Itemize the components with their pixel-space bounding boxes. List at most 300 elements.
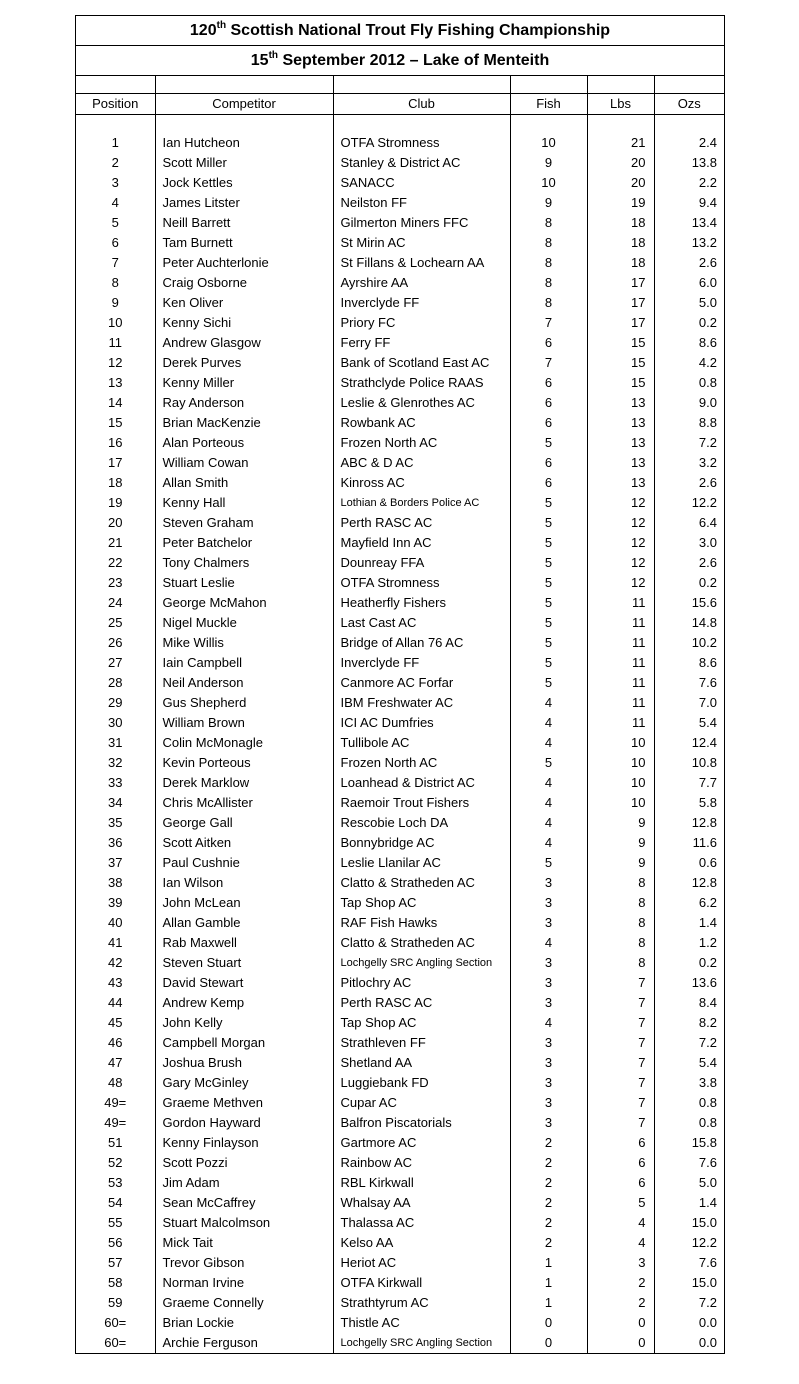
fish-cell: 4 — [510, 773, 587, 793]
competitor-cell: Nigel Muckle — [155, 613, 333, 633]
fish-cell: 8 — [510, 233, 587, 253]
ozs-cell: 6.2 — [654, 893, 724, 913]
ozs-cell: 13.2 — [654, 233, 724, 253]
competitor-cell: George Gall — [155, 813, 333, 833]
fish-cell: 5 — [510, 593, 587, 613]
fish-cell: 0 — [510, 1313, 587, 1333]
fish-cell: 5 — [510, 853, 587, 873]
table-row — [76, 653, 724, 673]
club-cell: Clatto & Stratheden AC — [333, 933, 510, 953]
club-cell: ABC & D AC — [333, 453, 510, 473]
club-cell: Frozen North AC — [333, 753, 510, 773]
fish-cell: 7 — [510, 353, 587, 373]
ozs-cell: 7.6 — [654, 1253, 724, 1273]
ozs-cell: 0.2 — [654, 953, 724, 973]
lbs-cell: 15 — [587, 353, 654, 373]
fish-cell: 5 — [510, 573, 587, 593]
ozs-cell: 2.2 — [654, 173, 724, 193]
club-cell: Kinross AC — [333, 473, 510, 493]
title-line-1 — [76, 16, 724, 46]
fish-cell: 6 — [510, 393, 587, 413]
fish-cell: 6 — [510, 453, 587, 473]
competitor-cell: Rab Maxwell — [155, 933, 333, 953]
table-row — [76, 1153, 724, 1173]
club-cell: Leslie & Glenrothes AC — [333, 393, 510, 413]
ozs-cell: 15.0 — [654, 1213, 724, 1233]
competitor-cell: Norman Irvine — [155, 1273, 333, 1293]
club-cell: Inverclyde FF — [333, 653, 510, 673]
table-row — [76, 793, 724, 813]
club-cell: Loanhead & District AC — [333, 773, 510, 793]
table-row — [76, 1253, 724, 1273]
club-cell: RBL Kirkwall — [333, 1173, 510, 1193]
header-lbs: Lbs — [587, 94, 654, 115]
results-table — [76, 76, 724, 1353]
position-cell: 36 — [76, 833, 155, 853]
position-cell: 60= — [76, 1313, 155, 1333]
club-cell: Gilmerton Miners FFC — [333, 213, 510, 233]
position-cell: 38 — [76, 873, 155, 893]
header-ozs: Ozs — [654, 94, 724, 115]
table-row — [76, 513, 724, 533]
ozs-cell: 0.8 — [654, 1093, 724, 1113]
lbs-cell: 13 — [587, 473, 654, 493]
lbs-cell: 2 — [587, 1293, 654, 1313]
ozs-cell: 5.8 — [654, 793, 724, 813]
position-cell: 19 — [76, 493, 155, 513]
ozs-cell: 5.4 — [654, 713, 724, 733]
header-row — [76, 94, 724, 115]
fish-cell: 4 — [510, 713, 587, 733]
fish-cell: 2 — [510, 1153, 587, 1173]
competitor-cell: Ian Wilson — [155, 873, 333, 893]
competitor-cell: Joshua Brush — [155, 1053, 333, 1073]
competitor-cell: Andrew Glasgow — [155, 333, 333, 353]
ozs-cell: 7.2 — [654, 1293, 724, 1313]
table-row — [76, 213, 724, 233]
results-sheet — [75, 15, 725, 1354]
ozs-cell: 12.8 — [654, 873, 724, 893]
position-cell: 56 — [76, 1233, 155, 1253]
fish-cell: 1 — [510, 1253, 587, 1273]
ozs-cell: 12.8 — [654, 813, 724, 833]
position-cell: 22 — [76, 553, 155, 573]
position-cell: 18 — [76, 473, 155, 493]
club-cell: Tap Shop AC — [333, 1013, 510, 1033]
club-cell: Thistle AC — [333, 1313, 510, 1333]
fish-cell: 1 — [510, 1293, 587, 1313]
position-cell: 27 — [76, 653, 155, 673]
fish-cell: 8 — [510, 213, 587, 233]
club-cell: Balfron Piscatorials — [333, 1113, 510, 1133]
club-cell: Dounreay FFA — [333, 553, 510, 573]
competitor-cell: Tony Chalmers — [155, 553, 333, 573]
lbs-cell: 19 — [587, 193, 654, 213]
club-cell: OTFA Kirkwall — [333, 1273, 510, 1293]
fish-cell: 3 — [510, 1053, 587, 1073]
position-cell: 3 — [76, 173, 155, 193]
ozs-cell: 3.0 — [654, 533, 724, 553]
competitor-cell: Scott Aitken — [155, 833, 333, 853]
table-row — [76, 193, 724, 213]
fish-cell: 4 — [510, 933, 587, 953]
club-cell: Pitlochry AC — [333, 973, 510, 993]
competitor-cell: Campbell Morgan — [155, 1033, 333, 1053]
position-cell: 37 — [76, 853, 155, 873]
ozs-cell: 6.0 — [654, 273, 724, 293]
header-club: Club — [333, 94, 510, 115]
fish-cell: 5 — [510, 753, 587, 773]
position-cell: 49= — [76, 1113, 155, 1133]
position-cell: 14 — [76, 393, 155, 413]
fish-cell: 2 — [510, 1233, 587, 1253]
ozs-cell: 15.0 — [654, 1273, 724, 1293]
fish-cell: 4 — [510, 733, 587, 753]
table-row — [76, 253, 724, 273]
lbs-cell: 5 — [587, 1193, 654, 1213]
lbs-cell: 17 — [587, 293, 654, 313]
lbs-cell: 3 — [587, 1253, 654, 1273]
fish-cell: 5 — [510, 553, 587, 573]
lbs-cell: 6 — [587, 1173, 654, 1193]
table-row — [76, 553, 724, 573]
ozs-cell: 15.6 — [654, 593, 724, 613]
position-cell: 51 — [76, 1133, 155, 1153]
fish-cell: 5 — [510, 613, 587, 633]
position-cell: 59 — [76, 1293, 155, 1313]
table-row — [76, 873, 724, 893]
club-cell: Strathclyde Police RAAS — [333, 373, 510, 393]
fish-cell: 3 — [510, 873, 587, 893]
spacer-row — [76, 76, 724, 94]
competitor-cell: Graeme Methven — [155, 1093, 333, 1113]
title-ordinal-suffix: th — [216, 20, 227, 31]
position-cell: 28 — [76, 673, 155, 693]
position-cell: 30 — [76, 713, 155, 733]
position-cell: 26 — [76, 633, 155, 653]
fish-cell: 1 — [510, 1273, 587, 1293]
fish-cell: 3 — [510, 1033, 587, 1053]
table-row — [76, 493, 724, 513]
lbs-cell: 7 — [587, 1033, 654, 1053]
ozs-cell: 13.6 — [654, 973, 724, 993]
header-competitor: Competitor — [155, 94, 333, 115]
competitor-cell: Craig Osborne — [155, 273, 333, 293]
club-cell: Neilston FF — [333, 193, 510, 213]
position-cell: 42 — [76, 953, 155, 973]
date-venue-text: September 2012 – Lake of Menteith — [278, 52, 550, 69]
lbs-cell: 13 — [587, 393, 654, 413]
club-cell: Tap Shop AC — [333, 893, 510, 913]
position-cell: 60= — [76, 1333, 155, 1353]
lbs-cell: 15 — [587, 333, 654, 353]
table-row — [76, 313, 724, 333]
club-cell: OTFA Stromness — [333, 573, 510, 593]
lbs-cell: 6 — [587, 1153, 654, 1173]
table-row — [76, 773, 724, 793]
club-cell: Perth RASC AC — [333, 993, 510, 1013]
ozs-cell: 2.6 — [654, 473, 724, 493]
header-fish: Fish — [510, 94, 587, 115]
ozs-cell: 12.2 — [654, 493, 724, 513]
lbs-cell: 21 — [587, 133, 654, 153]
competitor-cell: Derek Purves — [155, 353, 333, 373]
club-cell: Rainbow AC — [333, 1153, 510, 1173]
lbs-cell: 4 — [587, 1213, 654, 1233]
table-row — [76, 1053, 724, 1073]
lbs-cell: 11 — [587, 613, 654, 633]
table-row — [76, 913, 724, 933]
club-cell: Stanley & District AC — [333, 153, 510, 173]
position-cell: 11 — [76, 333, 155, 353]
fish-cell: 3 — [510, 973, 587, 993]
position-cell: 57 — [76, 1253, 155, 1273]
club-cell: Canmore AC Forfar — [333, 673, 510, 693]
competitor-cell: Kenny Sichi — [155, 313, 333, 333]
ozs-cell: 15.8 — [654, 1133, 724, 1153]
club-cell: Bonnybridge AC — [333, 833, 510, 853]
lbs-cell: 6 — [587, 1133, 654, 1153]
competitor-cell: Ken Oliver — [155, 293, 333, 313]
lbs-cell: 10 — [587, 793, 654, 813]
fish-cell: 3 — [510, 953, 587, 973]
competitor-cell: Neil Anderson — [155, 673, 333, 693]
ozs-cell: 2.6 — [654, 253, 724, 273]
position-cell: 16 — [76, 433, 155, 453]
table-row — [76, 953, 724, 973]
table-row — [76, 893, 724, 913]
table-row — [76, 233, 724, 253]
fish-cell: 3 — [510, 1073, 587, 1093]
competitor-cell: John Kelly — [155, 1013, 333, 1033]
table-row — [76, 853, 724, 873]
header-position: Position — [76, 94, 155, 115]
lbs-cell: 7 — [587, 1093, 654, 1113]
club-cell: RAF Fish Hawks — [333, 913, 510, 933]
ozs-cell: 8.4 — [654, 993, 724, 1013]
position-cell: 47 — [76, 1053, 155, 1073]
club-cell: Luggiebank FD — [333, 1073, 510, 1093]
lbs-cell: 7 — [587, 1053, 654, 1073]
ozs-cell: 3.8 — [654, 1073, 724, 1093]
ozs-cell: 4.2 — [654, 353, 724, 373]
competitor-cell: Jim Adam — [155, 1173, 333, 1193]
fish-cell: 2 — [510, 1213, 587, 1233]
position-cell: 32 — [76, 753, 155, 773]
position-cell: 2 — [76, 153, 155, 173]
lbs-cell: 13 — [587, 433, 654, 453]
ozs-cell: 3.2 — [654, 453, 724, 473]
club-cell: Thalassa AC — [333, 1213, 510, 1233]
lbs-cell: 8 — [587, 873, 654, 893]
table-row — [76, 413, 724, 433]
club-cell: ICI AC Dumfries — [333, 713, 510, 733]
ozs-cell: 8.6 — [654, 653, 724, 673]
table-row — [76, 753, 724, 773]
title-text: Scottish National Trout Fly Fishing Championship — [226, 22, 611, 39]
competitor-cell: Peter Auchterlonie — [155, 253, 333, 273]
fish-cell: 6 — [510, 473, 587, 493]
position-cell: 7 — [76, 253, 155, 273]
lbs-cell: 12 — [587, 573, 654, 593]
fish-cell: 0 — [510, 1333, 587, 1353]
competitor-cell: Kenny Miller — [155, 373, 333, 393]
club-cell: Inverclyde FF — [333, 293, 510, 313]
competitor-cell: Iain Campbell — [155, 653, 333, 673]
club-cell: Rescobie Loch DA — [333, 813, 510, 833]
position-cell: 13 — [76, 373, 155, 393]
lbs-cell: 7 — [587, 1013, 654, 1033]
lbs-cell: 18 — [587, 213, 654, 233]
spacer-row — [76, 115, 724, 134]
lbs-cell: 7 — [587, 973, 654, 993]
club-cell: Strathtyrum AC — [333, 1293, 510, 1313]
ozs-cell: 0.2 — [654, 573, 724, 593]
position-cell: 33 — [76, 773, 155, 793]
position-cell: 45 — [76, 1013, 155, 1033]
competitor-cell: Colin McMonagle — [155, 733, 333, 753]
table-row — [76, 1273, 724, 1293]
lbs-cell: 18 — [587, 233, 654, 253]
club-cell: St Mirin AC — [333, 233, 510, 253]
table-row — [76, 713, 724, 733]
competitor-cell: Trevor Gibson — [155, 1253, 333, 1273]
position-cell: 46 — [76, 1033, 155, 1053]
competitor-cell: Archie Ferguson — [155, 1333, 333, 1353]
table-row — [76, 1233, 724, 1253]
table-row — [76, 353, 724, 373]
ozs-cell: 2.6 — [654, 553, 724, 573]
position-cell: 17 — [76, 453, 155, 473]
table-row — [76, 613, 724, 633]
lbs-cell: 11 — [587, 713, 654, 733]
ozs-cell: 8.8 — [654, 413, 724, 433]
position-cell: 49= — [76, 1093, 155, 1113]
lbs-cell: 0 — [587, 1313, 654, 1333]
position-cell: 29 — [76, 693, 155, 713]
competitor-cell: Paul Cushnie — [155, 853, 333, 873]
fish-cell: 10 — [510, 133, 587, 153]
competitor-cell: Mike Willis — [155, 633, 333, 653]
fish-cell: 3 — [510, 1113, 587, 1133]
competitor-cell: Kenny Finlayson — [155, 1133, 333, 1153]
club-cell: Mayfield Inn AC — [333, 533, 510, 553]
competitor-cell: Scott Pozzi — [155, 1153, 333, 1173]
club-cell: Bridge of Allan 76 AC — [333, 633, 510, 653]
table-row — [76, 973, 724, 993]
ozs-cell: 13.8 — [654, 153, 724, 173]
table-row — [76, 1193, 724, 1213]
competitor-cell: William Cowan — [155, 453, 333, 473]
position-cell: 44 — [76, 993, 155, 1013]
ozs-cell: 0.8 — [654, 373, 724, 393]
competitor-cell: James Litster — [155, 193, 333, 213]
table-row — [76, 1113, 724, 1133]
fish-cell: 5 — [510, 633, 587, 653]
table-row — [76, 533, 724, 553]
lbs-cell: 11 — [587, 673, 654, 693]
lbs-cell: 11 — [587, 693, 654, 713]
position-cell: 53 — [76, 1173, 155, 1193]
fish-cell: 3 — [510, 1093, 587, 1113]
fish-cell: 10 — [510, 173, 587, 193]
ozs-cell: 8.6 — [654, 333, 724, 353]
fish-cell: 3 — [510, 893, 587, 913]
ozs-cell: 14.8 — [654, 613, 724, 633]
table-row — [76, 1013, 724, 1033]
fish-cell: 6 — [510, 373, 587, 393]
table-row — [76, 1213, 724, 1233]
ozs-cell: 7.7 — [654, 773, 724, 793]
ozs-cell: 0.0 — [654, 1333, 724, 1353]
club-cell: Lochgelly SRC Angling Section — [333, 1333, 510, 1353]
table-row — [76, 1093, 724, 1113]
ozs-cell: 9.4 — [654, 193, 724, 213]
lbs-cell: 7 — [587, 993, 654, 1013]
fish-cell: 6 — [510, 333, 587, 353]
ozs-cell: 5.4 — [654, 1053, 724, 1073]
ozs-cell: 0.8 — [654, 1113, 724, 1133]
table-row — [76, 633, 724, 653]
title-ordinal: 120 — [189, 22, 217, 39]
ozs-cell: 7.6 — [654, 673, 724, 693]
lbs-cell: 9 — [587, 833, 654, 853]
position-cell: 40 — [76, 913, 155, 933]
table-row — [76, 1033, 724, 1053]
fish-cell: 8 — [510, 293, 587, 313]
table-row — [76, 1133, 724, 1153]
ozs-cell: 1.2 — [654, 933, 724, 953]
competitor-cell: Stuart Leslie — [155, 573, 333, 593]
club-cell: Kelso AA — [333, 1233, 510, 1253]
competitor-cell: Steven Stuart — [155, 953, 333, 973]
lbs-cell: 8 — [587, 933, 654, 953]
competitor-cell: Allan Smith — [155, 473, 333, 493]
club-cell: Ferry FF — [333, 333, 510, 353]
position-cell: 52 — [76, 1153, 155, 1173]
competitor-cell: Jock Kettles — [155, 173, 333, 193]
fish-cell: 8 — [510, 273, 587, 293]
fish-cell: 4 — [510, 813, 587, 833]
fish-cell: 5 — [510, 653, 587, 673]
table-row — [76, 133, 724, 153]
competitor-cell: Peter Batchelor — [155, 533, 333, 553]
competitor-cell: Brian Lockie — [155, 1313, 333, 1333]
position-cell: 24 — [76, 593, 155, 613]
club-cell: Lochgelly SRC Angling Section — [333, 953, 510, 973]
ozs-cell: 7.2 — [654, 433, 724, 453]
competitor-cell: Allan Gamble — [155, 913, 333, 933]
club-cell: Leslie Llanilar AC — [333, 853, 510, 873]
lbs-cell: 8 — [587, 953, 654, 973]
fish-cell: 9 — [510, 193, 587, 213]
table-row — [76, 933, 724, 953]
position-cell: 43 — [76, 973, 155, 993]
competitor-cell: Steven Graham — [155, 513, 333, 533]
position-cell: 6 — [76, 233, 155, 253]
fish-cell: 8 — [510, 253, 587, 273]
position-cell: 35 — [76, 813, 155, 833]
table-row — [76, 593, 724, 613]
position-cell: 23 — [76, 573, 155, 593]
lbs-cell: 10 — [587, 753, 654, 773]
position-cell: 31 — [76, 733, 155, 753]
club-cell: Clatto & Stratheden AC — [333, 873, 510, 893]
table-row — [76, 833, 724, 853]
title-line-2 — [76, 46, 724, 76]
competitor-cell: Ray Anderson — [155, 393, 333, 413]
ozs-cell: 12.4 — [654, 733, 724, 753]
